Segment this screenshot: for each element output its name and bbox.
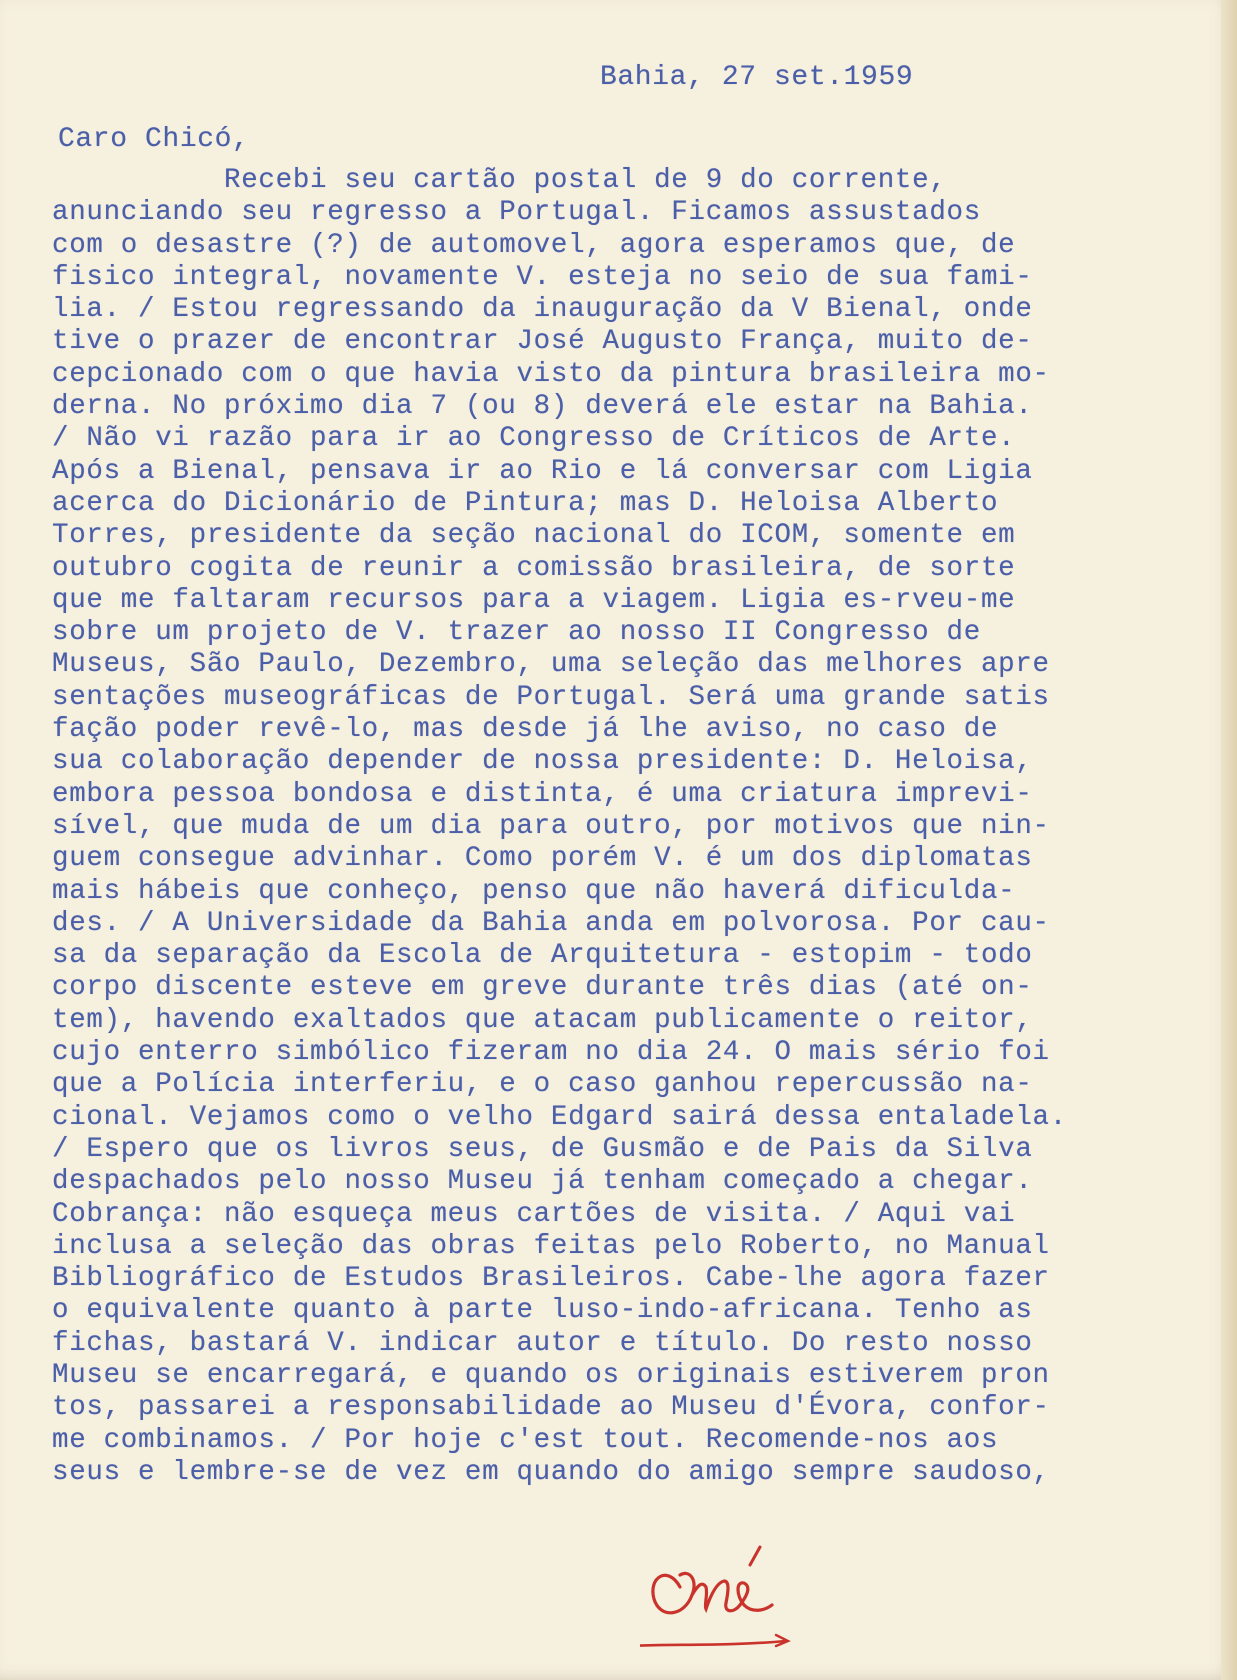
letter-line: anunciando seu regresso a Portugal. Ficamos assustados xyxy=(52,197,981,229)
letter-line: guem consegue advinhar. Como porém V. é um dos diplomatas xyxy=(52,843,1033,875)
handwritten-signature xyxy=(640,1525,800,1665)
letter-line: des. / A Universidade da Bahia anda em polvorosa. Por cau- xyxy=(52,907,1050,939)
letter-line: fisico integral, novamente V. esteja no seio de sua fami- xyxy=(52,261,1033,293)
letter-line: outubro cogita de reunir a comissão brasileira, de sorte xyxy=(52,552,1016,584)
letter-line: / Não vi razão para ir ao Congresso de Críticos de Arte. xyxy=(52,423,1016,455)
letter-line: Torres, presidente da seção nacional do ICOM, somente em xyxy=(52,520,1016,552)
letter-line: sua colaboração depender de nossa presidente: D. Heloisa, xyxy=(52,746,1033,778)
letter-line: fichas, bastará V. indicar autor e título. Do resto nosso xyxy=(52,1327,1033,1359)
letter-line: com o desastre (?) de automovel, agora esperamos que, de xyxy=(52,229,1016,261)
letter-line: fação poder revê-lo, mas desde já lhe aviso, no caso de xyxy=(52,714,999,746)
letter-line: Após a Bienal, pensava ir ao Rio e lá conversar com Ligia xyxy=(52,455,1033,487)
letter-line: mais hábeis que conheço, penso que não haverá dificulda- xyxy=(52,875,1016,907)
letter-salutation: Caro Chicó, xyxy=(58,124,250,155)
letter-line: me combinamos. / Por hoje c'est tout. Recomende-nos aos xyxy=(52,1424,999,1456)
letter-line: cujo enterro simbólico fizeram no dia 24. O mais sério foi xyxy=(52,1037,1050,1069)
letter-line: Recebi seu cartão postal de 9 do corrente, xyxy=(52,165,947,196)
letter-line: seus e lembre-se de vez em quando do amigo sempre saudoso, xyxy=(52,1456,1050,1488)
letter-line: Museu se encarregará, e quando os originais estiverem pron xyxy=(52,1359,1050,1391)
letter-line: despachados pelo nosso Museu já tenham começado a chegar. xyxy=(52,1166,1033,1198)
letter-line: sobre um projeto de V. trazer ao nosso II Congresso de xyxy=(52,617,981,649)
paper-edge xyxy=(1221,0,1237,1680)
letter-line: Bibliográfico de Estudos Brasileiros. Cabe-lhe agora fazer xyxy=(52,1263,1050,1295)
letter-line: tem), havendo exaltados que atacam publicamente o reitor, xyxy=(52,1004,1033,1036)
letter-line: Museus, São Paulo, Dezembro, uma seleção das melhores apre xyxy=(52,649,1050,681)
letter-line: embora pessoa bondosa e distinta, é uma criatura imprevi- xyxy=(52,778,1033,810)
letter-date: Bahia, 27 set.1959 xyxy=(600,62,914,93)
letter-line: corpo discente esteve em greve durante três dias (até on- xyxy=(52,972,1033,1004)
letter-line: tive o prazer de encontrar José Augusto França, muito de- xyxy=(52,326,1033,358)
letter-line: sível, que muda de um dia para outro, por motivos que nin- xyxy=(52,810,1050,842)
letter-line: inclusa a seleção das obras feitas pelo Roberto, no Manual xyxy=(52,1230,1050,1262)
letter-line: / Espero que os livros seus, de Gusmão e de Pais da Silva xyxy=(52,1133,1033,1165)
letter-line: lia. / Estou regressando da inauguração da V Bienal, onde xyxy=(52,294,1033,326)
letter-line: sentações museográficas de Portugal. Será uma grande satis xyxy=(52,681,1050,713)
letter-line: cional. Vejamos como o velho Edgard sairá dessa entaladela. xyxy=(52,1101,1067,1133)
letter-line: que me faltaram recursos para a viagem. Ligia es-rveu-me xyxy=(52,584,1016,616)
letter-line: tos, passarei a responsabilidade ao Museu d'Évora, confor- xyxy=(52,1392,1050,1424)
letter-body xyxy=(52,165,1222,1489)
letter-line: acerca do Dicionário de Pintura; mas D. Heloisa Alberto xyxy=(52,487,999,519)
letter-line: derna. No próximo dia 7 (ou 8) deverá ele estar na Bahia. xyxy=(52,391,1033,423)
letter-line: o equivalente quanto à parte luso-indo-africana. Tenho as xyxy=(52,1295,1033,1327)
letter-line: sa da separação da Escola de Arquitetura - estopim - todo xyxy=(52,940,1033,972)
letter-line: Cobrança: não esqueça meus cartões de visita. / Aqui vai xyxy=(52,1198,1016,1230)
letter-line: que a Polícia interferiu, e o caso ganhou repercussão na- xyxy=(52,1069,1033,1101)
letter-line: cepcionado com o que havia visto da pintura brasileira mo- xyxy=(52,358,1050,390)
